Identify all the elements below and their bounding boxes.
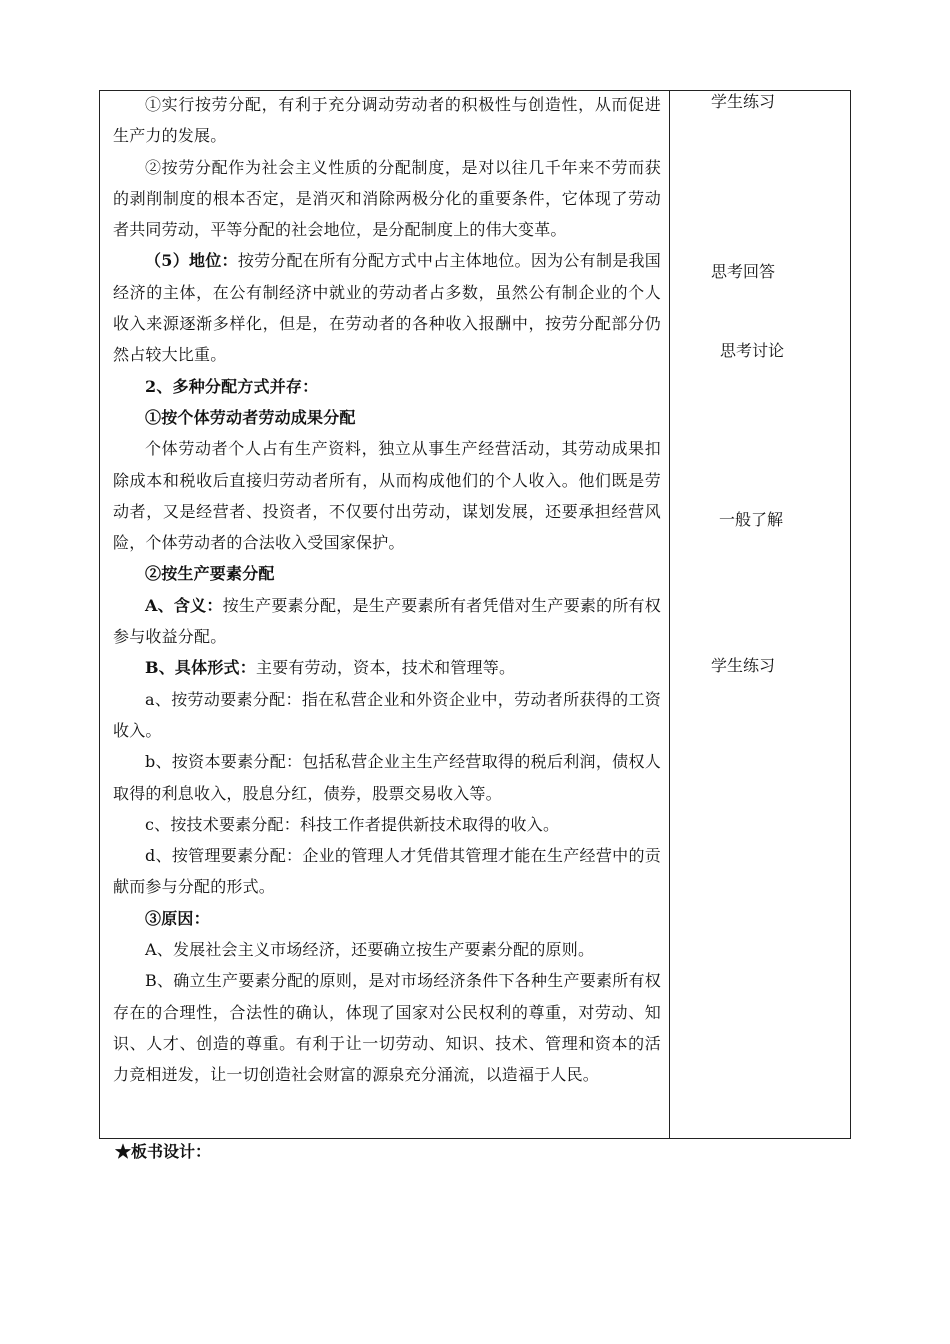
heading-individual-labor: ①按个体劳动者劳动成果分配 — [145, 407, 356, 427]
column-divider — [669, 90, 670, 1139]
paragraph-forms — [113, 652, 661, 683]
paragraph-management-factor: d、按管理要素分配：企业的管理人才凭借其管理才能在生产经营中的贡献而参与分配的形式。 — [113, 846, 661, 897]
paragraph-capital-factor: b、按资本要素分配：包括私营企业主生产经营取得的税后利润，债权人取得的利息收入，股息分红，债券，股票交易收入等。 — [113, 752, 661, 803]
paragraph-meaning — [113, 590, 661, 653]
paragraph-reason-a: A、发展社会主义市场经济，还要确立按生产要素分配的原则。 — [145, 940, 595, 960]
side-note-student-practice-2: 学生练习 — [711, 656, 776, 675]
heading-multiple-distribution: 2、多种分配方式并存： — [145, 376, 319, 396]
paragraph-technology-factor: c、按技术要素分配：科技工作者提供新技术取得的收入。 — [145, 814, 560, 834]
forms-label: B、具体形式： — [145, 658, 256, 678]
status-label: （5）地位： — [145, 251, 238, 271]
side-note-student-practice-1: 学生练习 — [711, 92, 776, 111]
heading-production-factors: ②按生产要素分配 — [145, 564, 275, 584]
heading-reasons: ③原因： — [145, 908, 210, 928]
paragraph-status — [113, 245, 661, 370]
paragraph-individual-labor: 个体劳动者个人占有生产资料，独立从事生产经营活动，其劳动成果扣除成本和税收后直接归劳动者所有，从而构成他们的个人收入。他们既是劳动者，又是经营者、投资者，不仅要付出劳动，谋划发展，还要承担经营风险，个体劳动者的合法收入受国家保护。 — [113, 439, 661, 553]
paragraph-labor-factor: a、按劳动要素分配：指在私营企业和外资企业中，劳动者所获得的工资收入。 — [113, 689, 661, 740]
side-note-think-discuss: 思考讨论 — [720, 341, 785, 360]
meaning-text: 按生产要素分配，是生产要素所有者凭借对生产要素的所有权参与收益分配。 — [113, 595, 661, 647]
teaching-content — [113, 89, 661, 1091]
side-note-think-answer: 思考回答 — [711, 262, 776, 281]
paragraph-motivation: ①实行按劳分配，有利于充分调动劳动者的积极性与创造性，从而促进生产力的发展。 — [113, 95, 661, 146]
paragraph-reason-b: B、确立生产要素分配的原则，是对市场经济条件下各种生产要素所有权存在的合理性，合法性的确认，体现了国家对公民权利的尊重，对劳动、知识、人才、创造的尊重。有利于让一切劳动、知识、技术、管理和资本的活力竞相迸发，让一切创造社会财富的源泉充分涌流，以造福于人民。 — [113, 971, 661, 1085]
board-design-heading: ★板书设计： — [115, 1142, 212, 1161]
meaning-label: A、含义： — [145, 595, 223, 615]
status-text: 按劳分配在所有分配方式中占主体地位。因为公有制是我国经济的主体，在公有制经济中就业的劳动者占多数，虽然公有制企业的个人收入来源逐渐多样化，但是，在劳动者的各种收入报酬中，按劳分配部分仍然占较大比重。 — [113, 251, 661, 365]
side-note-general-understanding: 一般了解 — [719, 510, 784, 529]
forms-text: 主要有劳动，资本，技术和管理等。 — [255, 658, 516, 678]
paragraph-significance: ②按劳分配作为社会主义性质的分配制度，是对以往几千年来不劳而获的剥削制度的根本否定，是消灭和消除两极分化的重要条件，它体现了劳动者共同劳动，平等分配的社会地位，是分配制度上的伟大变革。 — [113, 157, 661, 240]
